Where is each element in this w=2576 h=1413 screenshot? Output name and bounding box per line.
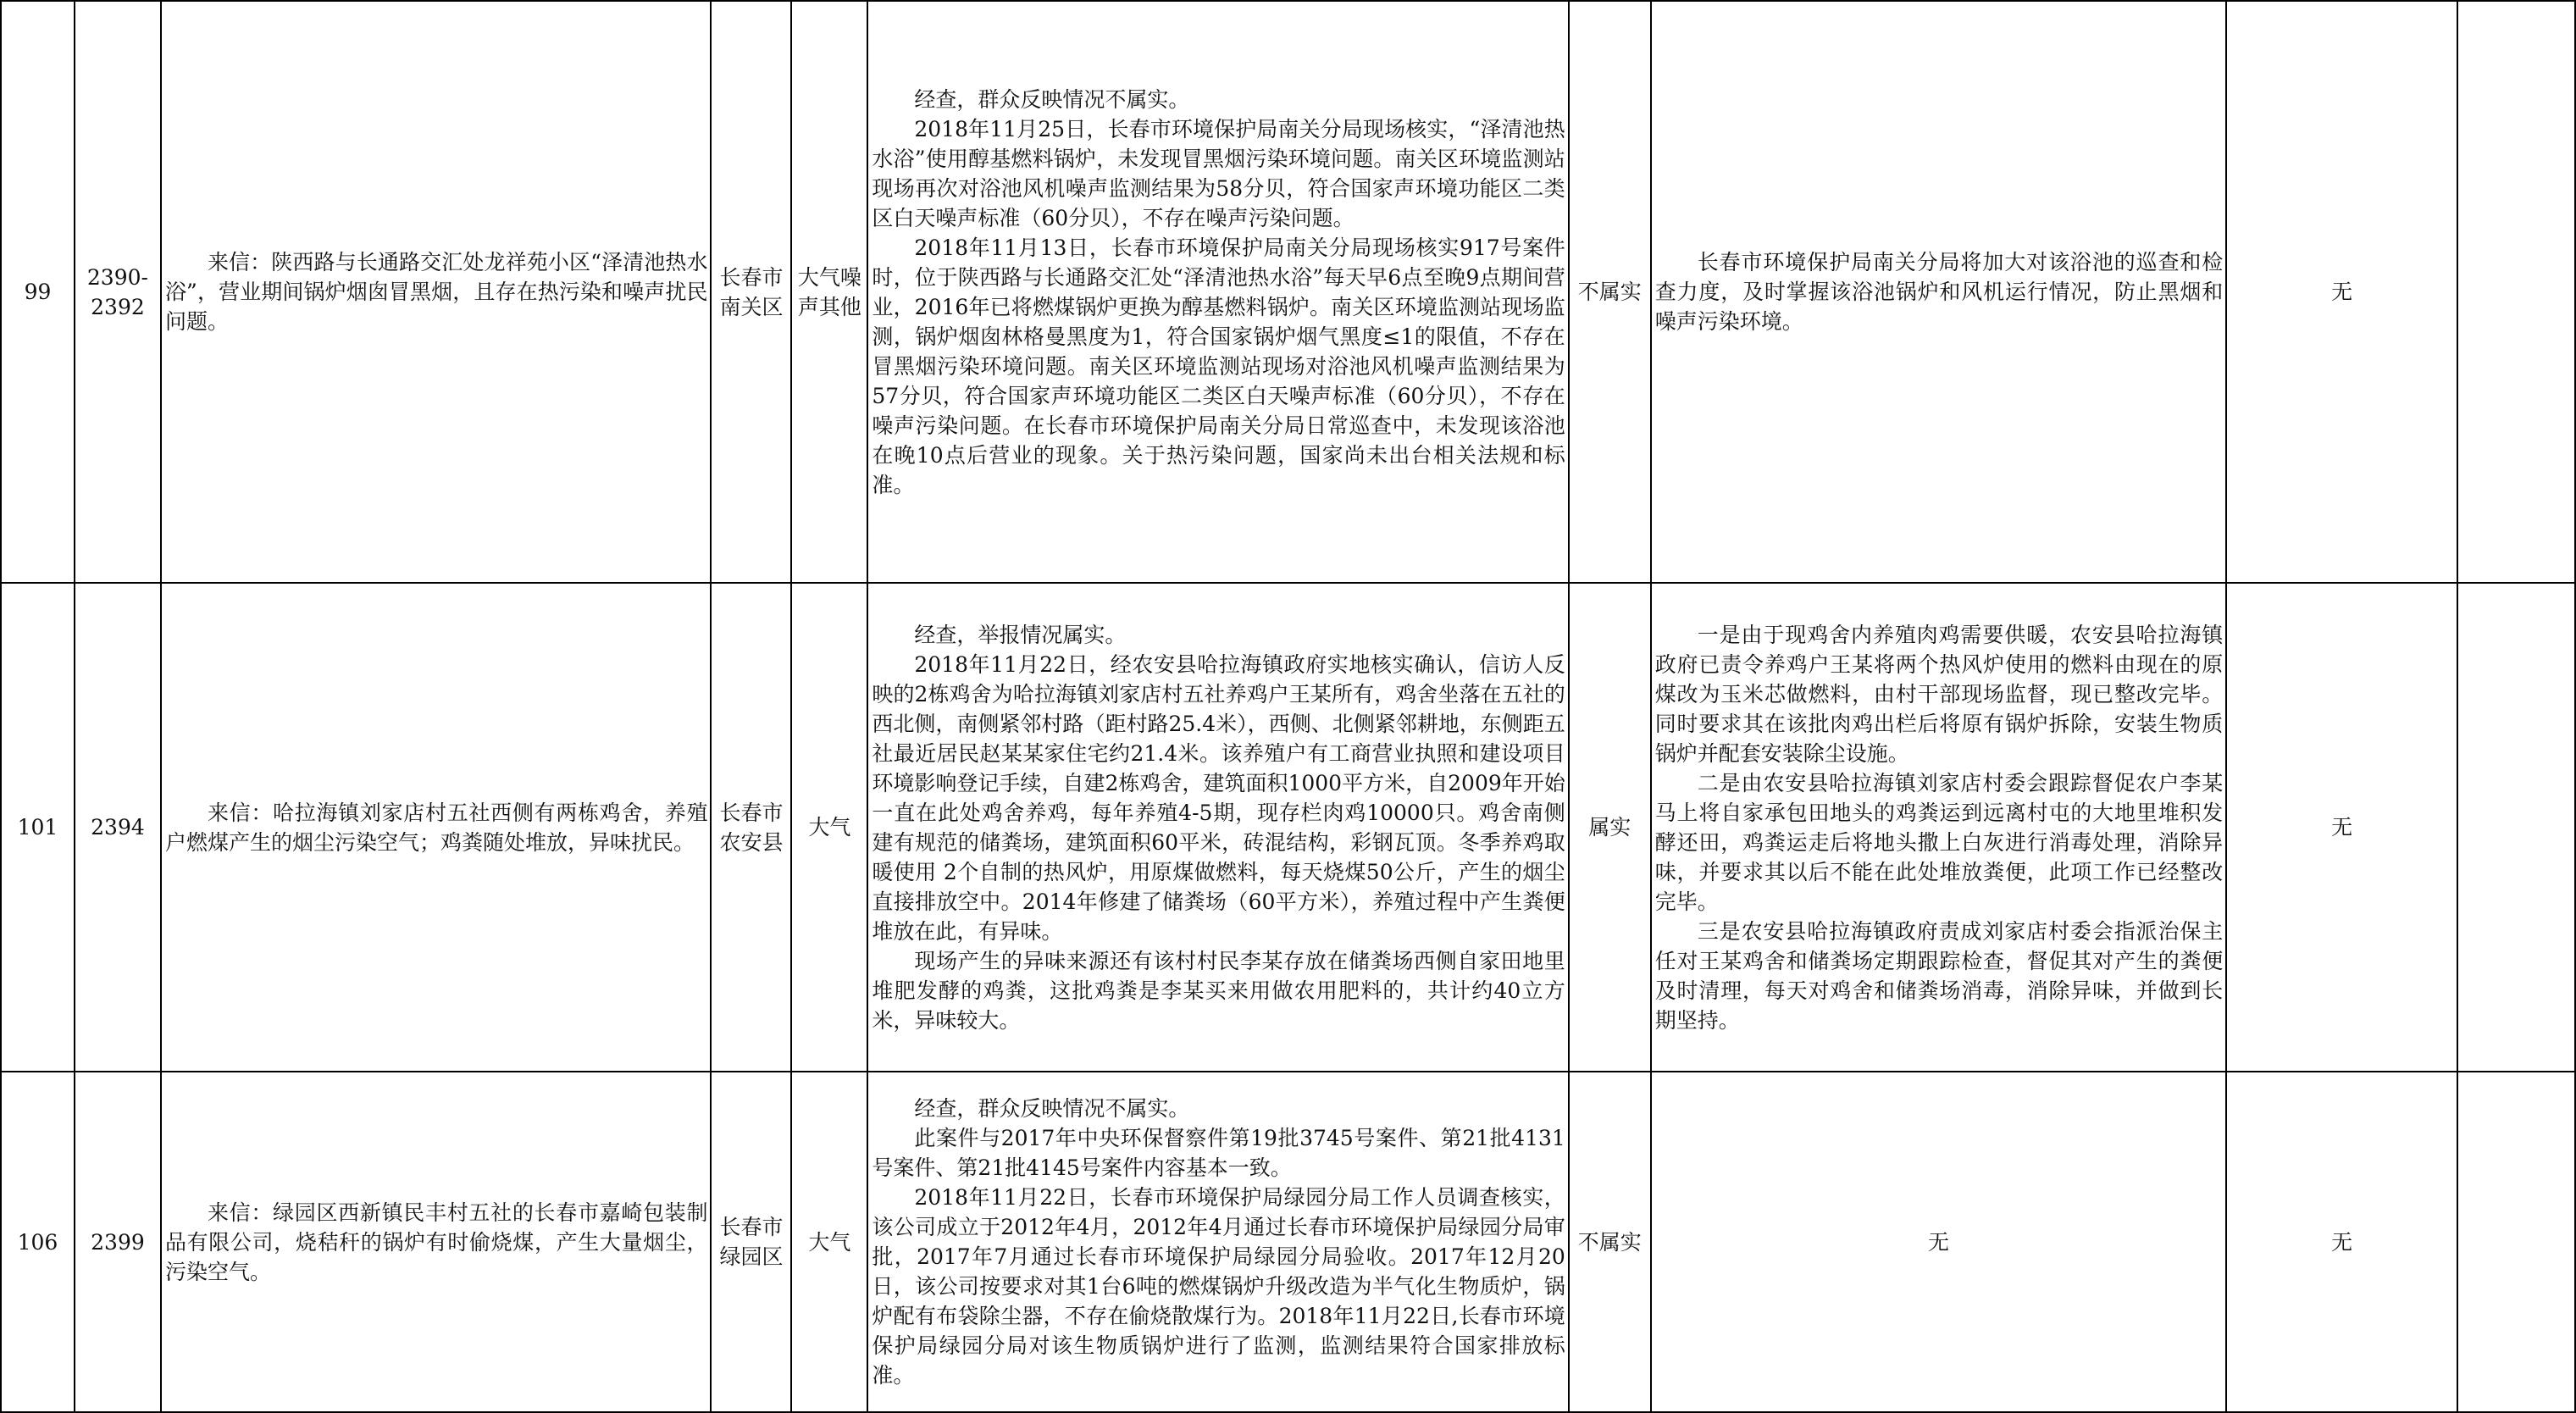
- district: 长春市绿园区: [711, 1072, 791, 1412]
- verdict: 属实: [1569, 583, 1651, 1072]
- row-index: 106: [1, 1072, 75, 1412]
- case-number: 2394: [75, 583, 161, 1072]
- complaint-text: 来信：绿园区西新镇民丰村五社的长春市嘉崎包装制品有限公司，烧秸秆的锅炉有时偷烧煤，产生大量烟尘，污染空气。: [161, 1072, 712, 1412]
- row-index: 101: [1, 583, 75, 1072]
- complaint-text: 来信：陕西路与长通路交汇处龙祥苑小区“泽清池热水浴”，营业期间锅炉烟囱冒黑烟，且存在热污染和噪声扰民问题。: [161, 1, 712, 583]
- district: 长春市南关区: [711, 1, 791, 583]
- pollution-category: 大气: [791, 583, 867, 1072]
- accountability: 无: [2226, 583, 2457, 1072]
- verdict: 不属实: [1569, 1, 1651, 583]
- measures-text: 一是由于现鸡舍内养殖肉鸡需要供暖，农安县哈拉海镇政府已责令养鸡户王某将两个热风炉使用的燃料由现在的原煤改为玉米芯做燃料，由村干部现场监督，现已整改完毕。同时要求其在该批肉鸡出栏后将原有锅炉拆除，安装生物质锅炉并配套安装除尘设施。 二是由农安县哈拉海镇刘家店村委会跟踪督促农户李某马上将自家承包田地头的鸡粪运到远离村屯的大地里堆积发酵还田，鸡粪运走后将地头撒上白灰进行消毒处理，消除异味，并要求其以后不能在此处堆放粪便，此项工作已经整改完毕。 三是农安县哈拉海镇政府责成刘家店村委会指派治保主任对王某鸡舍和储粪场定期跟踪检查，督促其对产生的粪便及时清理，每天对鸡舍和储粪场消毒，消除异味，并做到长期坚持。: [1651, 583, 2227, 1072]
- measures-text: 无: [1651, 1072, 2227, 1412]
- accountability: 无: [2226, 1072, 2457, 1412]
- measures-text: 长春市环境保护局南关分局将加大对该浴池的巡查和检查力度，及时掌握该浴池锅炉和风机运行情况，防止黑烟和噪声污染环境。: [1651, 1, 2227, 583]
- accountability: 无: [2226, 1, 2457, 583]
- table-row: [1, 1, 2575, 583]
- row-index: 99: [1, 1, 75, 583]
- table-row: [1, 583, 2575, 1072]
- pollution-category: 大气噪声其他: [791, 1, 867, 583]
- case-number: 2399: [75, 1072, 161, 1412]
- case-number: 2390-2392: [75, 1, 161, 583]
- verdict: 不属实: [1569, 1072, 1651, 1412]
- complaint-text: 来信：哈拉海镇刘家店村五社西侧有两栋鸡舍，养殖户燃煤产生的烟尘污染空气；鸡粪随处堆放，异味扰民。: [161, 583, 712, 1072]
- findings-text: 经查，举报情况属实。 2018年11月22日，经农安县哈拉海镇政府实地核实确认，信访人反映的2栋鸡舍为哈拉海镇刘家店村五社养鸡户王某所有，鸡舍坐落在五社的西北侧，南侧紧邻村路（距村路25.4米），西侧、北侧紧邻耕地，东侧距五社最近居民赵某某家住宅约21.4米。该养殖户有工商营业执照和建设项目环境影响登记手续，自建2栋鸡舍，建筑面积1000平方米，自2009年开始一直在此处鸡舍养鸡，每年养殖4-5期，现存栏肉鸡10000只。鸡舍南侧建有规范的储粪场，建筑面积60平米，砖混结构，彩钢瓦顶。冬季养鸡取暖使用 2个自制的热风炉，用原煤做燃料，每天烧煤50公斤，产生的烟尘直接排放空中。2014年修建了储粪场（60平方米），养殖过程中产生粪便堆放在此，有异味。 现场产生的异味来源还有该村村民李某存放在储粪场西侧自家田地里堆肥发酵的鸡粪，这批鸡粪是李某买来用做农用肥料的，共计约40立方米，异味较大。: [867, 583, 1568, 1072]
- district: 长春市农安县: [711, 583, 791, 1072]
- table-row: [1, 1072, 2575, 1412]
- findings-text: 经查，群众反映情况不属实。 此案件与2017年中央环保督察件第19批3745号案件、第21批4131号案件、第21批4145号案件内容基本一致。 2018年11月22日，长春市环境保护局绿园分局工作人员调查核实，该公司成立于2012年4月，2012年4月通过长春市环境保护局绿园分局审批，2017年7月通过长春市环境保护局绿园分局验收。2017年12月20日，该公司按要求对其1台6吨的燃煤锅炉升级改造为半气化生物质炉，锅炉配有布袋除尘器，不存在偷烧散煤行为。2018年11月22日,长春市环境保护局绿园分局对该生物质锅炉进行了监测，监测结果符合国家排放标准。: [867, 1072, 1568, 1412]
- findings-text: 经查，群众反映情况不属实。 2018年11月25日，长春市环境保护局南关分局现场核实，“泽清池热水浴”使用醇基燃料锅炉，未发现冒黑烟污染环境问题。南关区环境监测站现场再次对浴池风机噪声监测结果为58分贝，符合国家声环境功能区二类区白天噪声标准（60分贝），不存在噪声污染问题。 2018年11月13日，长春市环境保护局南关分局现场核实917号案件时，位于陕西路与长通路交汇处“泽清池热水浴”每天早6点至晚9点期间营业，2016年已将燃煤锅炉更换为醇基燃料锅炉。南关区环境监测站现场监测，锅炉烟囱林格曼黑度为1，符合国家锅炉烟气黑度≤1的限值，不存在冒黑烟污染环境问题。南关区环境监测站现场对浴池风机噪声监测结果为57分贝，符合国家声环境功能区二类区白天噪声标准（60分贝），不存在噪声污染问题。在长春市环境保护局南关分局日常巡查中，未发现该浴池在晚10点后营业的现象。关于热污染问题，国家尚未出台相关法规和标准。: [867, 1, 1568, 583]
- pollution-category: 大气: [791, 1072, 867, 1412]
